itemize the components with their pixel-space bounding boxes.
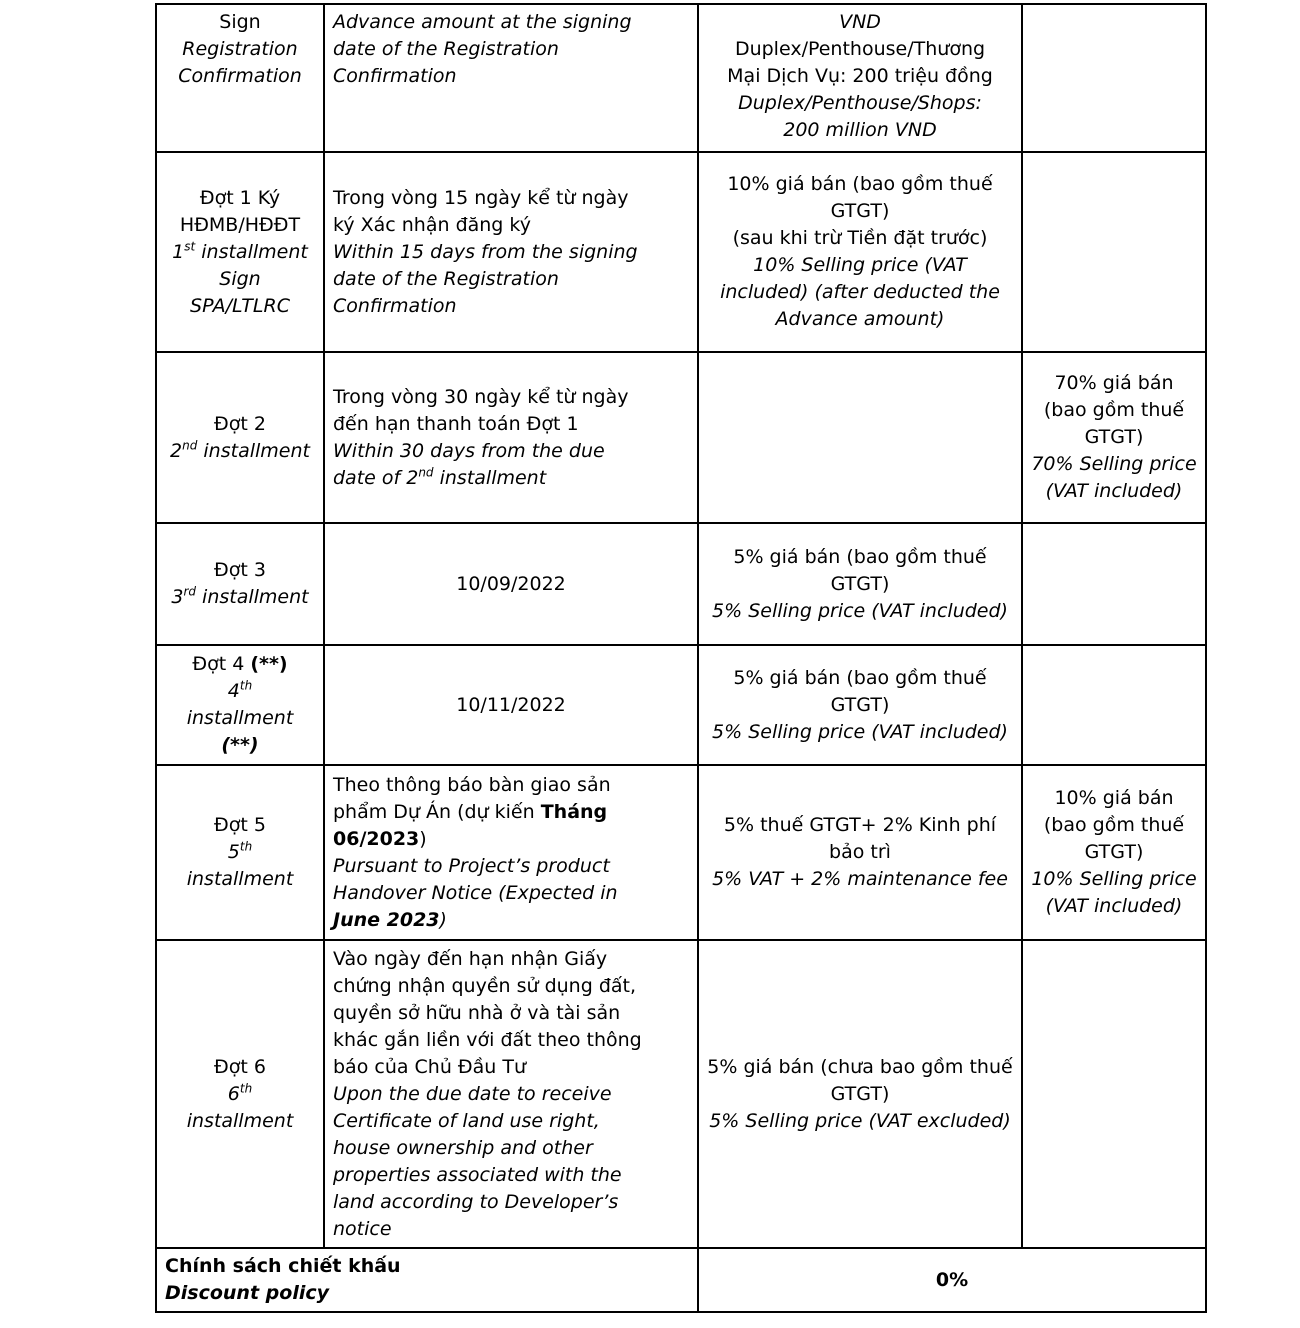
- cell-installment3-date: [324, 523, 698, 645]
- cell-text: VND: [839, 11, 881, 33]
- cell-text: 10% Selling price (VAT included) (after deducted the Advance amount): [720, 254, 1000, 330]
- table-row: [156, 352, 1206, 523]
- cell-text: [333, 799, 689, 826]
- ordinal-number: 4: [227, 680, 240, 702]
- table-row: [156, 523, 1206, 645]
- cell-empty: [1022, 940, 1206, 1248]
- cell-text: land according to Developer’s: [333, 1190, 619, 1213]
- ordinal-number: 1: [172, 240, 185, 263]
- cell-text: Mại Dịch Vụ: 200 triệu đồng: [727, 65, 993, 87]
- cell-text: installment: [433, 466, 547, 489]
- cell-text: date of the Registration: [333, 38, 559, 60]
- cell-text: khác gắn liền với đất theo thông: [333, 1028, 642, 1051]
- cell-text: chứng nhận quyền sử dụng đất,: [333, 974, 637, 997]
- cell-text: installment: [196, 586, 309, 608]
- cell-text: Confirmation: [333, 294, 457, 317]
- cell-text: 5% giá bán (bao gồm thuế GTGT): [733, 545, 987, 595]
- cell-installment1-schedule: [324, 152, 698, 352]
- cell-text: [165, 438, 315, 465]
- cell-text: ký Xác nhận đăng ký: [333, 213, 531, 236]
- cell-sign-registration-name: [156, 4, 324, 152]
- cell-text: Trong vòng 30 ngày kể từ ngày: [333, 385, 629, 408]
- cell-empty: [1022, 523, 1206, 645]
- cell-text: 5% Selling price (VAT excluded): [709, 1109, 1011, 1132]
- cell-text: ): [439, 908, 447, 931]
- cell-installment5-name: [156, 765, 324, 940]
- cell-text: [165, 239, 315, 266]
- cell-text: Đợt 6: [214, 1055, 266, 1078]
- cell-installment4-payment: [698, 645, 1022, 765]
- cell-text: Certificate of land use right,: [333, 1109, 600, 1132]
- cell-installment4-name: [156, 645, 324, 765]
- cell-text: HĐMB/HĐĐT: [179, 213, 301, 236]
- cell-text: date of the Registration: [333, 267, 559, 290]
- cell-text: 5% thuế GTGT+ 2% Kinh phí bảo trì: [723, 814, 997, 863]
- ordinal-number: 5: [227, 841, 240, 863]
- highlight-date: June 2023: [333, 908, 440, 931]
- table-row: [156, 765, 1206, 940]
- cell-text: ): [419, 827, 427, 850]
- highlight-date: 06/2023: [333, 827, 420, 850]
- cell-text: Trong vòng 15 ngày kể từ ngày: [333, 186, 629, 209]
- ordinal-number: 2: [170, 439, 183, 462]
- cell-text: 10% giá bán (bao gồm thuế GTGT): [1043, 787, 1185, 863]
- cell-text: [333, 907, 689, 934]
- cell-text: 200 million VND: [783, 119, 937, 141]
- cell-installment6-name: [156, 940, 324, 1248]
- cell-text: 70% giá bán (bao gồm thuế GTGT): [1043, 372, 1185, 448]
- ordinal-suffix: nd: [418, 465, 434, 480]
- cell-installment2-payment70: [1022, 352, 1206, 523]
- cell-text: Confirmation: [178, 65, 302, 87]
- ordinal-suffix: th: [239, 839, 253, 854]
- cell-text: Đợt 1 Ký: [199, 186, 281, 209]
- cell-text: Advance amount at the signing: [333, 11, 632, 33]
- payment-schedule-table: [155, 3, 1207, 1313]
- ordinal-number: 6: [227, 1082, 240, 1105]
- cell-text: properties associated with the: [333, 1163, 622, 1186]
- cell-text: 5% giá bán (chưa bao gồm thuế GTGT): [707, 1055, 1013, 1105]
- cell-sign-registration-schedule: [324, 4, 698, 152]
- cell-text: [333, 826, 689, 853]
- cell-discount-policy-value: [698, 1248, 1206, 1312]
- cell-text: 10% Selling price (VAT included): [1031, 868, 1197, 917]
- cell-installment5-schedule: [324, 765, 698, 940]
- cell-text: Đợt 3: [214, 559, 266, 581]
- cell-empty: [698, 352, 1022, 523]
- cell-text: quyền sở hữu nhà ở và tài sản: [333, 1001, 621, 1024]
- cell-text: 70% Selling price (VAT included): [1031, 453, 1197, 502]
- cell-installment1-name: [156, 152, 324, 352]
- table-row: [156, 4, 1206, 152]
- cell-installment4-date: [324, 645, 698, 765]
- cell-installment1-payment: [698, 152, 1022, 352]
- cell-empty: [1022, 645, 1206, 765]
- cell-text: báo của Chủ Đầu Tư: [333, 1055, 527, 1078]
- cell-text: Đợt 5: [214, 814, 266, 836]
- cell-text: Confirmation: [333, 65, 457, 87]
- ordinal-suffix: rd: [183, 584, 197, 599]
- cell-text: 5% VAT + 2% maintenance fee: [712, 868, 1008, 890]
- cell-text: Discount policy: [165, 1282, 329, 1304]
- cell-text: notice: [333, 1217, 392, 1240]
- cell-text: installment: [186, 707, 294, 729]
- cell-text: Upon the due date to receive: [333, 1082, 612, 1105]
- cell-text: installment: [197, 439, 310, 462]
- cell-text: 5% Selling price (VAT included): [712, 599, 1008, 622]
- highlight-date: Tháng: [540, 800, 608, 823]
- cell-text: Within 15 days from the signing: [333, 240, 638, 263]
- ordinal-number: 3: [171, 586, 184, 608]
- cell-text: Within 30 days from the due: [333, 439, 605, 462]
- ordinal-suffix: st: [184, 239, 196, 254]
- cell-text: Handover Notice (Expected in: [333, 881, 618, 904]
- due-date: 10/09/2022: [456, 572, 566, 595]
- cell-discount-policy-label: [156, 1248, 698, 1312]
- cell-text: date of 2: [333, 466, 419, 489]
- cell-installment5-payment10: [1022, 765, 1206, 940]
- cell-installment5-payment: [698, 765, 1022, 940]
- cell-text: Vào ngày đến hạn nhận Giấy: [333, 947, 608, 970]
- cell-text: Chính sách chiết khấu: [165, 1255, 401, 1277]
- cell-text: Đợt 4: [192, 653, 251, 675]
- table-row: [156, 645, 1206, 765]
- ordinal-suffix: th: [239, 1081, 253, 1096]
- cell-text: Duplex/Penthouse/Thương: [734, 38, 986, 60]
- cell-sign-registration-payment: [698, 4, 1022, 152]
- cell-text: 5% Selling price (VAT included): [712, 720, 1008, 743]
- cell-text: installment: [186, 1109, 294, 1132]
- ordinal-suffix: nd: [182, 438, 198, 453]
- cell-installment2-name: [156, 352, 324, 523]
- cell-text: Duplex/Penthouse/Shops:: [738, 92, 982, 114]
- cell-installment2-schedule: [324, 352, 698, 523]
- cell-text: đến hạn thanh toán Đợt 1: [333, 412, 579, 435]
- cell-installment6-schedule: [324, 940, 698, 1248]
- cell-text: installment: [186, 868, 294, 890]
- cell-text: 10% giá bán (bao gồm thuế GTGT): [727, 173, 993, 222]
- table-row: [156, 152, 1206, 352]
- cell-empty: [1022, 4, 1206, 152]
- cell-empty: [1022, 152, 1206, 352]
- cell-text: [165, 1081, 315, 1108]
- cell-text: installment: [195, 240, 308, 263]
- cell-text: [165, 584, 315, 611]
- table-row: [156, 940, 1206, 1248]
- cell-text: [333, 465, 689, 492]
- cell-text: 5% giá bán (bao gồm thuế GTGT): [733, 666, 987, 716]
- cell-installment3-name: [156, 523, 324, 645]
- due-date: 10/11/2022: [456, 693, 566, 716]
- footnote-marker: (**): [250, 653, 288, 675]
- cell-text: Theo thông báo bàn giao sản: [333, 773, 611, 796]
- cell-installment3-payment: [698, 523, 1022, 645]
- cell-text: Sign: [219, 11, 261, 33]
- table-row: [156, 1248, 1206, 1312]
- cell-text: Pursuant to Project’s product: [333, 854, 610, 877]
- discount-value: 0%: [935, 1268, 969, 1291]
- cell-text: Đợt 2: [214, 412, 266, 435]
- cell-installment6-payment: [698, 940, 1022, 1248]
- cell-text: Sign: [219, 267, 261, 290]
- cell-text: [165, 678, 315, 705]
- cell-text: [165, 651, 315, 678]
- cell-text: SPA/LTLRC: [190, 294, 290, 317]
- ordinal-suffix: th: [239, 678, 253, 693]
- footnote-marker: (**): [221, 734, 259, 756]
- cell-text: phẩm Dự Án (dự kiến: [333, 800, 541, 823]
- cell-text: [165, 839, 315, 866]
- cell-text: Registration: [182, 38, 298, 60]
- cell-text: house ownership and other: [333, 1136, 593, 1159]
- cell-text: (sau khi trừ Tiền đặt trước): [732, 227, 988, 249]
